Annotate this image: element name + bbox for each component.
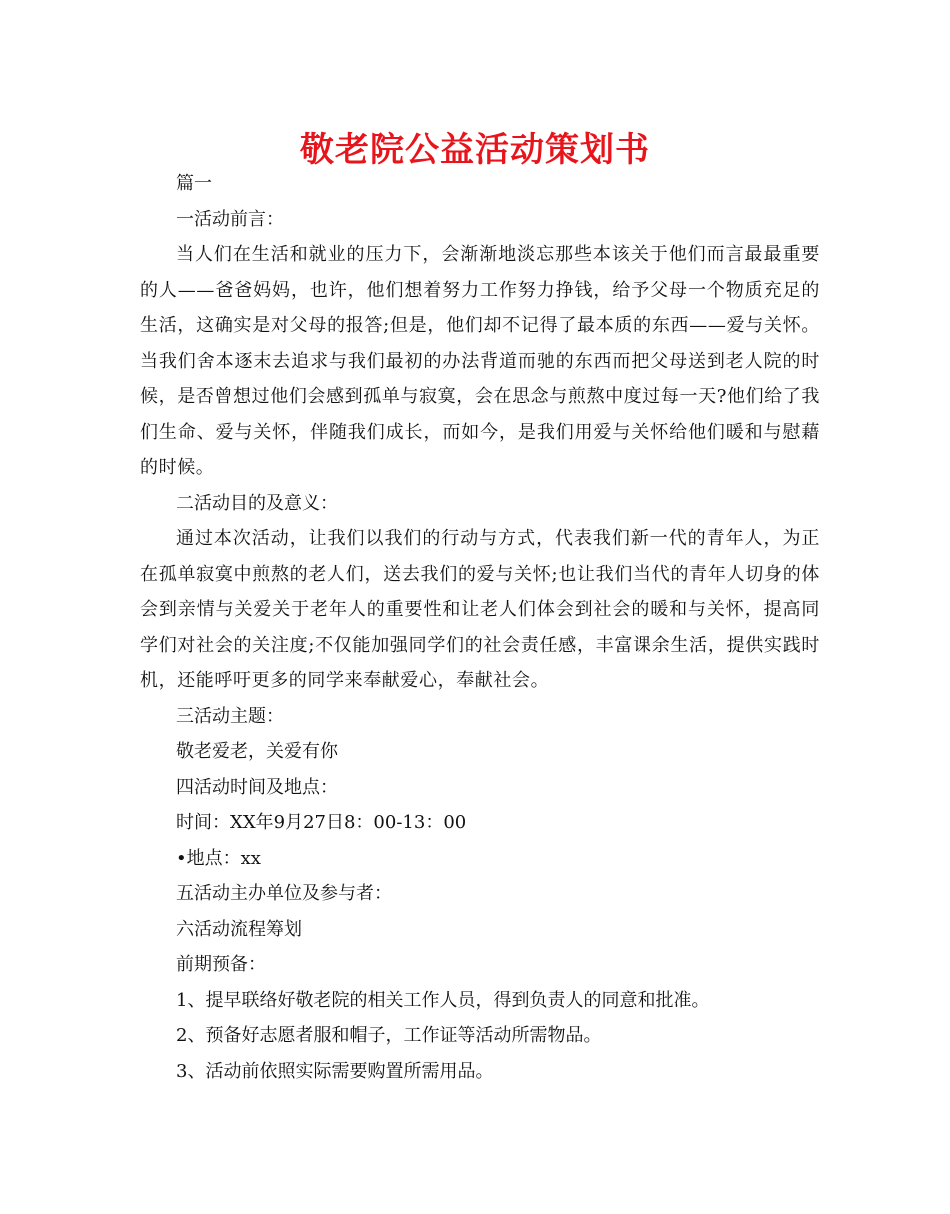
heading-process: 六活动流程筹划 xyxy=(176,918,302,940)
heading-purpose: 二活动目的及意义： xyxy=(176,492,338,514)
list-item: 3、活动前依照实际需要购置所需用品。 xyxy=(176,1060,494,1082)
document-title: 敬老院公益活动策划书 xyxy=(300,130,650,170)
list-item: 1、提早联络好敬老院的相关工作人员，得到负责人的同意和批准。 xyxy=(176,989,710,1011)
heading-preparation: 前期预备： xyxy=(176,954,266,975)
heading-time-place: 四活动时间及地点： xyxy=(176,776,338,798)
section-label: 篇一 xyxy=(176,173,212,194)
place-text: •地点：xx xyxy=(176,847,261,869)
document-body xyxy=(140,166,820,1089)
list-item: 2、预备好志愿者服和帽子，工作证等活动所需物品。 xyxy=(176,1025,602,1046)
heading-organizers: 五活动主办单位及参与者： xyxy=(176,883,392,904)
theme-text: 敬老爱老，关爱有你 xyxy=(176,741,338,762)
time-text: 时间：XX年9月27日8：00-13：00 xyxy=(176,812,467,833)
heading-theme: 三活动主题： xyxy=(176,705,284,727)
paragraph-preface: 当人们在生活和就业的压力下，会渐渐地淡忘那些本该关于他们而言最最重要的人——爸爸妈妈，也许，他们想着努力工作努力挣钱，给予父母一个物质充足的生活，这确实是对父母的报答;但是，他们却不记得了最本质的东西——爱与关怀。当我们舍本逐末去追求与我们最初的办法背道而驰的东西而把父母送到老人院的时候，是否曾想过他们会感到孤单与寂寞，会在思念与煎熬中度过每一天?他们给了我们生命、爱与关怀，伴随我们成长，而如今，是我们用爱与关怀给他们暖和与慰藉的时候。 xyxy=(140,244,820,478)
heading-preface: 一活动前言： xyxy=(176,208,284,230)
paragraph-purpose: 通过本次活动，让我们以我们的行动与方式，代表我们新一代的青年人，为正在孤单寂寞中煎熬的老人们，送去我们的爱与关怀;也让我们当代的青年人切身的体会到亲情与关爱关于老年人的重要性和让老人们体会到社会的暖和与关怀，提高同学们对社会的关注度;不仅能加强同学们的社会责任感，丰富课余生活，提供实践时机，还能呼吁更多的同学来奉献爱心，奉献社会。 xyxy=(140,528,820,691)
